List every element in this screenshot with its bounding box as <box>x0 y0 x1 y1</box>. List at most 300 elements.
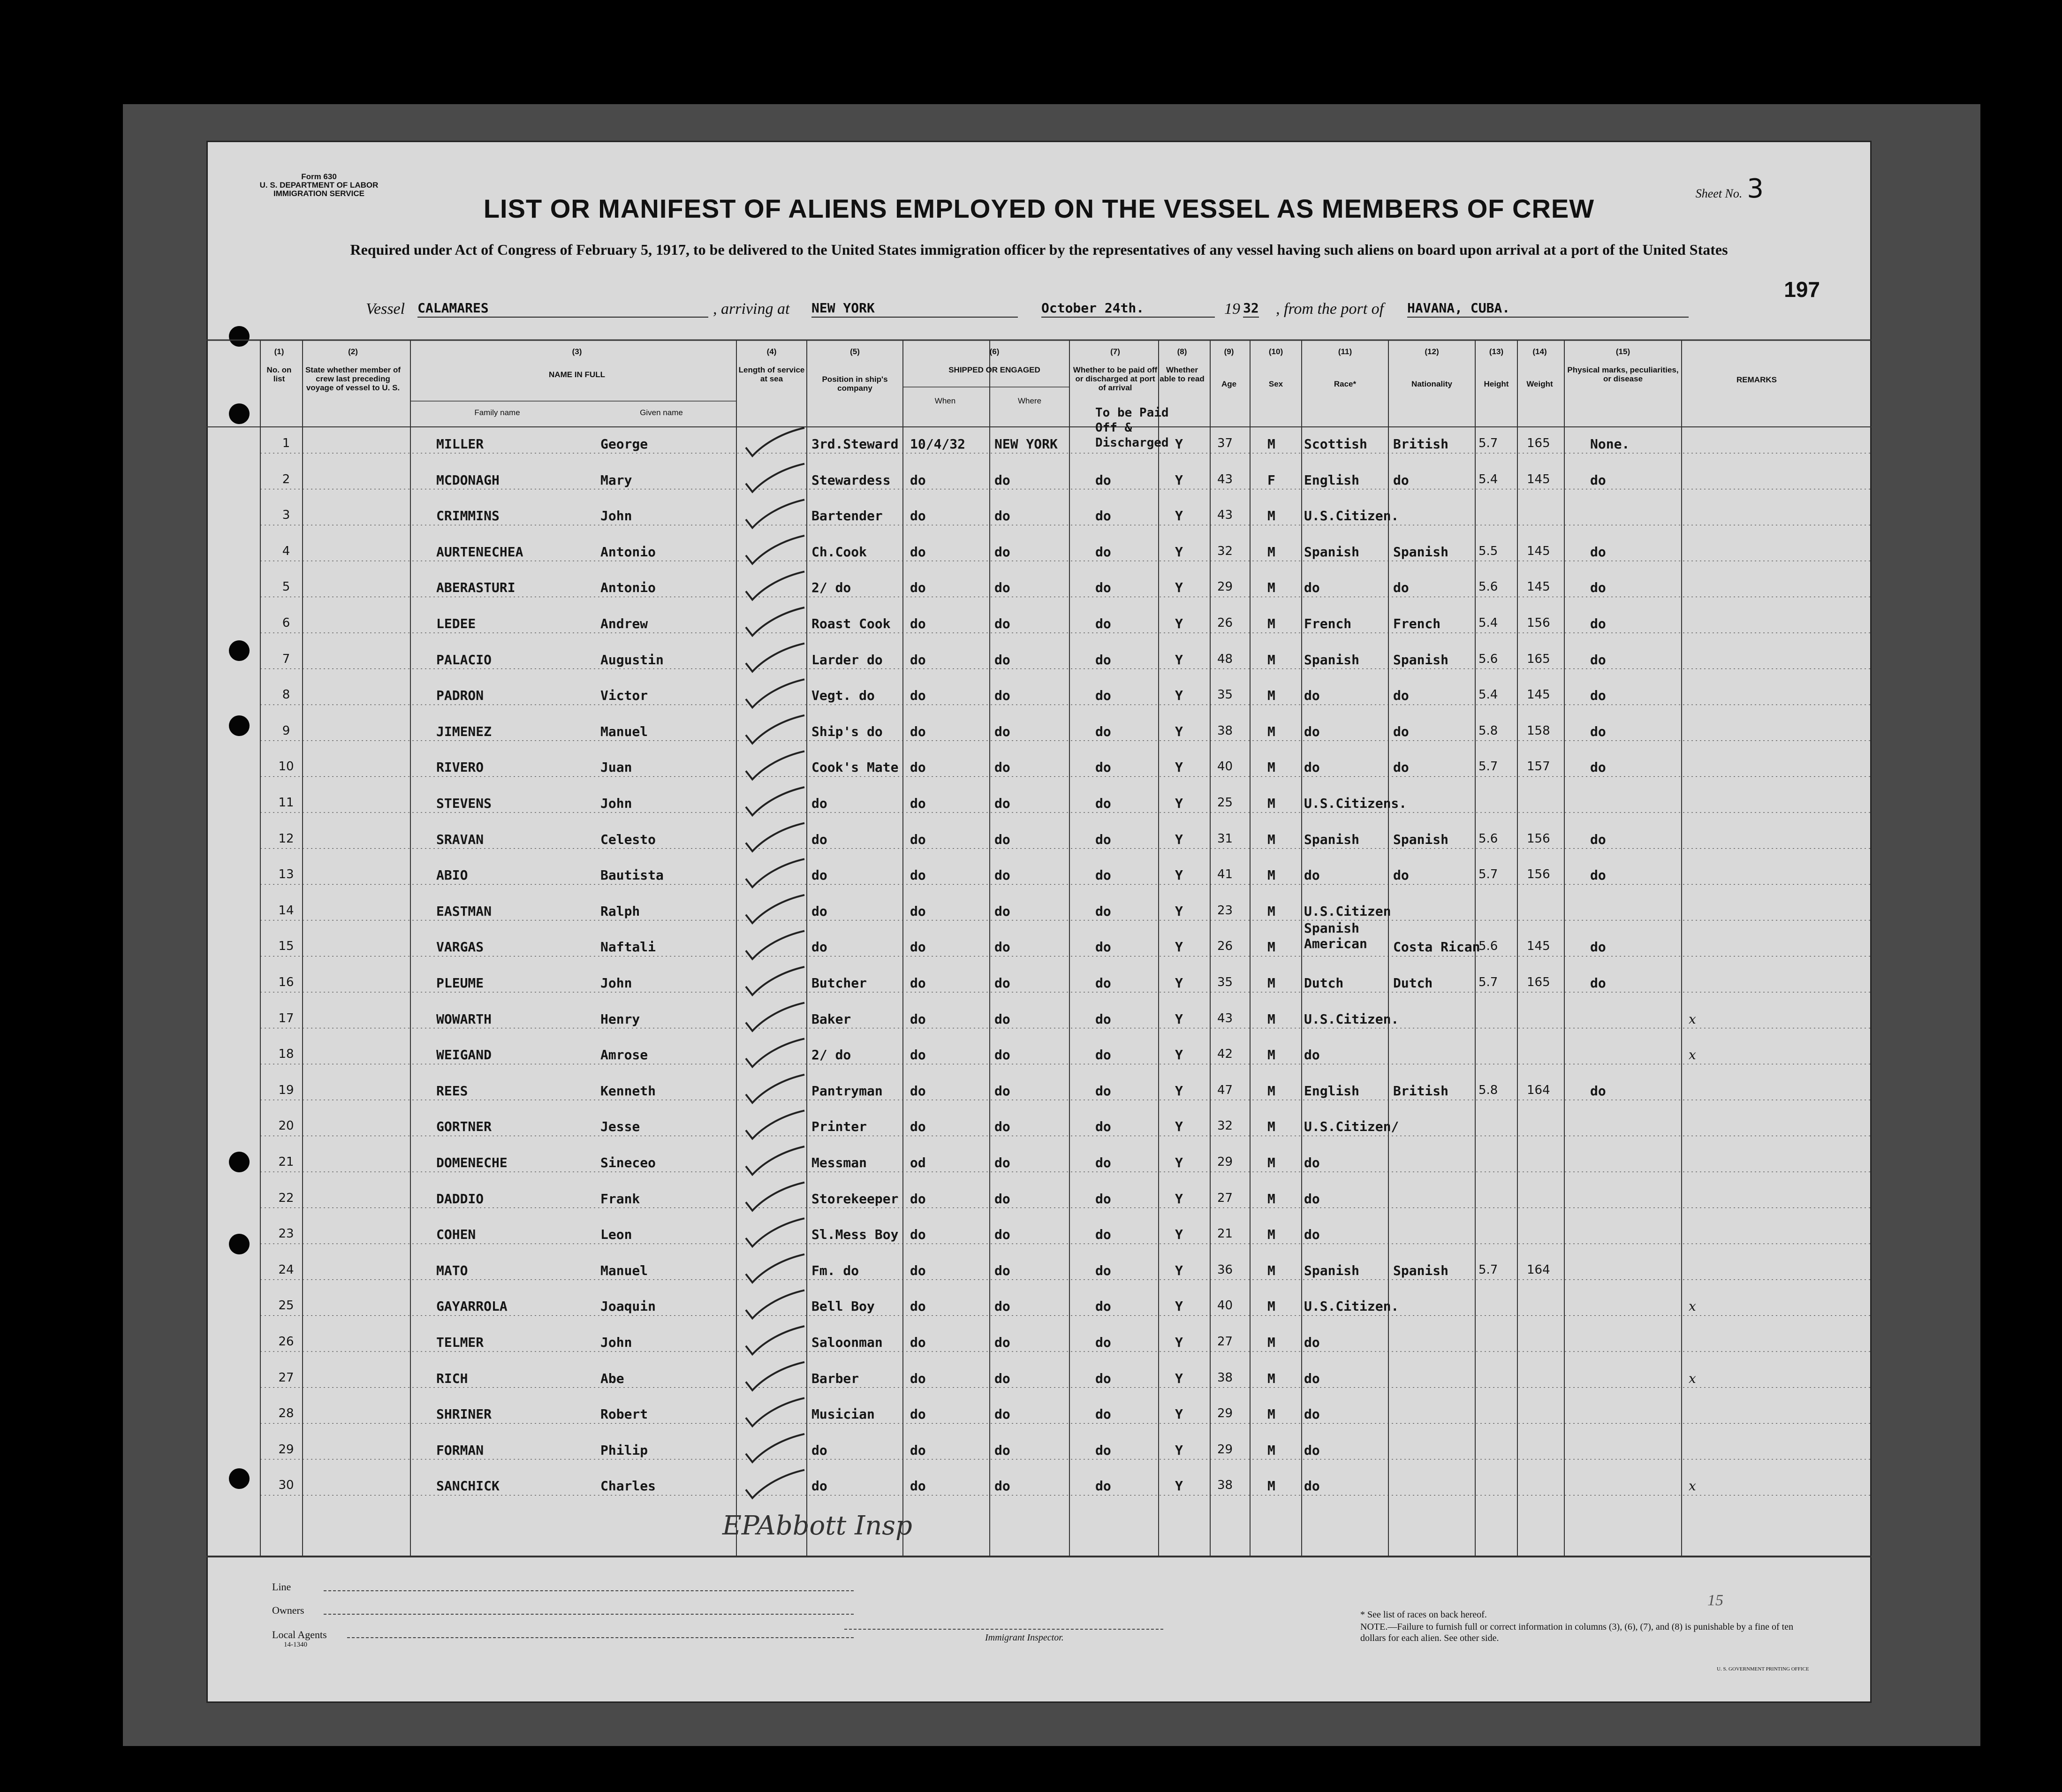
cell-weight: 145 <box>1527 688 1550 702</box>
cell-read: Y <box>1175 688 1183 704</box>
cell-race: do <box>1304 1478 1320 1494</box>
col-number: (5) <box>850 347 860 356</box>
cell-when: od <box>910 1155 926 1170</box>
cell-weight: 145 <box>1527 939 1550 954</box>
cell-given: Bautista <box>600 867 664 883</box>
cell-given: Celesto <box>600 831 656 847</box>
cell-position: Bartender <box>811 508 883 524</box>
cell-read: Y <box>1175 939 1183 955</box>
arrival-date: October 24th. <box>1041 300 1215 318</box>
cell-sex: M <box>1267 1406 1275 1422</box>
col-header-weight: Weight <box>1526 380 1553 388</box>
cell-no: 27 <box>278 1370 294 1385</box>
cell-family: STEVENS <box>436 796 492 811</box>
cell-nationality: do <box>1393 759 1409 775</box>
col-header-state: State whether member of crew last preceding voyage of vessel to U. S. <box>305 365 401 392</box>
cell-given: Mary <box>600 472 632 488</box>
cell-when: do <box>910 939 926 955</box>
cell-when: do <box>910 1191 926 1207</box>
cell-family: JIMENEZ <box>436 723 492 739</box>
cell-where: do <box>994 1083 1010 1099</box>
cell-family: PADRON <box>436 688 484 704</box>
cell-when: do <box>910 544 926 560</box>
cell-paid: do <box>1095 723 1111 739</box>
cell-position: 3rd.Steward <box>811 436 899 452</box>
cell-remarks: x <box>1689 1047 1696 1063</box>
cell-when: do <box>910 903 926 919</box>
cell-sex: M <box>1267 759 1275 775</box>
cell-age: 35 <box>1217 688 1233 702</box>
col-header-sex: Sex <box>1268 380 1283 388</box>
cell-no: 6 <box>282 616 290 630</box>
cell-given: Andrew <box>600 616 648 631</box>
check-mark <box>746 428 804 456</box>
cell-age: 35 <box>1217 975 1233 989</box>
cell-height: 5.7 <box>1478 436 1498 450</box>
cell-when: do <box>910 508 926 524</box>
col-header-race: Race* <box>1334 380 1357 388</box>
cell-when: do <box>910 831 926 847</box>
vessel-label: Vessel <box>366 300 405 318</box>
cell-where: do <box>994 759 1010 775</box>
cell-paid: do <box>1095 1047 1111 1063</box>
cell-sex: M <box>1267 723 1275 739</box>
cell-given: Manuel <box>600 723 648 739</box>
cell-race: U.S.Citizen. <box>1304 1298 1399 1314</box>
cell-height: 5.8 <box>1478 1083 1498 1097</box>
cell-given: Joaquin <box>600 1298 656 1314</box>
cell-no: 9 <box>282 723 290 738</box>
cell-family: PLEUME <box>436 975 484 991</box>
cell-where: do <box>994 867 1010 883</box>
page-number: 197 <box>1784 277 1820 302</box>
cell-given: Robert <box>600 1406 648 1422</box>
cell-where: do <box>994 1406 1010 1422</box>
col-number: (14) <box>1532 347 1547 356</box>
cell-nationality: do <box>1393 580 1409 596</box>
cell-family: WOWARTH <box>436 1011 492 1027</box>
cell-no: 15 <box>278 939 294 954</box>
cell-no: 20 <box>278 1119 294 1133</box>
check-mark <box>746 931 804 959</box>
cell-no: 23 <box>278 1227 294 1241</box>
cell-where: do <box>994 1442 1010 1458</box>
check-mark <box>746 536 804 564</box>
cell-race: U.S.Citizen. <box>1304 1011 1399 1027</box>
cell-where: do <box>994 1011 1010 1027</box>
cell-age: 38 <box>1217 1370 1233 1385</box>
cell-where: NEW YORK <box>994 436 1058 452</box>
page-subtitle: Required under Act of Congress of February 5, 1917, to be delivered to the United States immigration officer by the representatives of any vessel having such aliens on board upon arrival at a port of the United States <box>350 241 1728 258</box>
cell-paid: do <box>1095 1155 1111 1170</box>
cell-race: English <box>1304 472 1360 488</box>
cell-age: 29 <box>1217 1406 1233 1421</box>
manifest-page <box>206 141 1872 1703</box>
cell-sex: M <box>1267 1335 1275 1350</box>
check-mark <box>746 1218 804 1246</box>
col-header-marks: Physical marks, peculiarities, or disease <box>1567 365 1679 383</box>
cell-family: MCDONAGH <box>436 472 500 488</box>
cell-weight: 156 <box>1527 616 1550 630</box>
cell-race: do <box>1304 867 1320 883</box>
cell-paid: do <box>1095 688 1111 704</box>
line-label: Line <box>272 1581 291 1593</box>
cell-position: Roast Cook <box>811 616 891 631</box>
check-mark <box>746 859 804 887</box>
cell-family: ABERASTURI <box>436 580 516 596</box>
cell-given: Juan <box>600 759 632 775</box>
cell-paid: do <box>1095 1370 1111 1386</box>
cell-family: SHRINER <box>436 1406 492 1422</box>
cell-marks: do <box>1590 580 1606 596</box>
cell-position: do <box>811 831 827 847</box>
arrival-year: 32 <box>1243 300 1259 318</box>
cell-race: U.S.Citizen <box>1304 903 1391 919</box>
cell-no: 5 <box>282 580 290 594</box>
cell-read: Y <box>1175 903 1183 919</box>
cell-read: Y <box>1175 1083 1183 1099</box>
cell-nationality: do <box>1393 688 1409 704</box>
cell-sex: M <box>1267 1047 1275 1063</box>
cell-marks: do <box>1590 831 1606 847</box>
cell-no: 4 <box>282 544 290 558</box>
cell-read: Y <box>1175 1442 1183 1458</box>
cell-no: 10 <box>278 759 294 774</box>
cell-marks: do <box>1590 472 1606 488</box>
cell-no: 12 <box>278 831 294 846</box>
cell-sex: M <box>1267 831 1275 847</box>
cell-race: do <box>1304 580 1320 596</box>
cell-paid: do <box>1095 831 1111 847</box>
cell-marks: do <box>1590 939 1606 955</box>
cell-age: 26 <box>1217 616 1233 630</box>
cell-given: Augustin <box>600 652 664 668</box>
cell-paid: do <box>1095 939 1111 955</box>
check-mark <box>746 1398 804 1426</box>
cell-height: 5.6 <box>1478 580 1498 594</box>
cell-sex: M <box>1267 1191 1275 1207</box>
cell-race: Spanish <box>1304 1262 1360 1278</box>
cell-read: Y <box>1175 1119 1183 1135</box>
cell-weight: 156 <box>1527 867 1550 882</box>
service-name: IMMIGRATION SERVICE <box>273 189 364 198</box>
cell-when: do <box>910 723 926 739</box>
col-header-age: Age <box>1221 380 1237 388</box>
cell-paid: To be Paid Off & Discharged <box>1095 406 1169 450</box>
check-mark <box>746 967 804 995</box>
cell-family: GAYARROLA <box>436 1298 508 1314</box>
col-number: (12) <box>1425 347 1439 356</box>
cell-paid: do <box>1095 1406 1111 1422</box>
cell-paid: do <box>1095 616 1111 631</box>
check-mark <box>746 715 804 744</box>
cell-height: 5.8 <box>1478 723 1498 738</box>
cell-no: 26 <box>278 1335 294 1349</box>
col-number: (8) <box>1177 347 1187 356</box>
cell-age: 48 <box>1217 652 1233 666</box>
cell-no: 22 <box>278 1191 294 1205</box>
cell-position: Pantryman <box>811 1083 883 1099</box>
cell-family: CRIMMINS <box>436 508 500 524</box>
col-number: (6) <box>989 347 1000 356</box>
cell-height: 5.7 <box>1478 867 1498 882</box>
cell-paid: do <box>1095 580 1111 596</box>
cell-no: 2 <box>282 472 290 486</box>
cell-weight: 165 <box>1527 436 1550 450</box>
cell-sex: M <box>1267 939 1275 955</box>
form-number: Form 630 <box>301 172 337 181</box>
cell-when: do <box>910 1262 926 1278</box>
check-mark <box>746 1254 804 1283</box>
cell-paid: do <box>1095 1442 1111 1458</box>
cell-height: 5.4 <box>1478 472 1498 486</box>
cell-family: FORMAN <box>436 1442 484 1458</box>
col-number: (13) <box>1489 347 1504 356</box>
cell-position: Ship's do <box>811 723 883 739</box>
cell-age: 25 <box>1217 796 1233 810</box>
cell-when: do <box>910 1370 926 1386</box>
cell-age: 43 <box>1217 508 1233 523</box>
check-mark <box>746 787 804 815</box>
cell-position: Sl.Mess Boy <box>811 1227 899 1243</box>
cell-where: do <box>994 1227 1010 1243</box>
cell-position: Messman <box>811 1155 867 1170</box>
cell-age: 23 <box>1217 903 1233 918</box>
cell-sex: M <box>1267 1370 1275 1386</box>
col-header-shipped: SHIPPED OR ENGAGED <box>948 365 1040 374</box>
cell-where: do <box>994 1262 1010 1278</box>
cell-family: ABIO <box>436 867 468 883</box>
cell-paid: do <box>1095 472 1111 488</box>
cell-no: 3 <box>282 508 290 523</box>
col-header-when: When <box>934 396 956 405</box>
from-label: , from the port of <box>1276 300 1384 318</box>
cell-position: Vegt. do <box>811 688 875 704</box>
col-header-name: NAME IN FULL <box>549 370 605 379</box>
penalty-note: NOTE.—Failure to furnish full or correct information in columns (3), (6), (7), and (8) is punishable by a fine of ten dollars for each alien. See other side. <box>1360 1622 1794 1643</box>
printer-mark: U. S. GOVERNMENT PRINTING OFFICE <box>1717 1666 1809 1672</box>
cell-when: do <box>910 1119 926 1135</box>
cell-no: 24 <box>278 1262 294 1277</box>
vessel-name: CALAMARES <box>417 300 708 318</box>
cell-read: Y <box>1175 1298 1183 1314</box>
cell-read: Y <box>1175 508 1183 524</box>
cell-height: 5.6 <box>1478 939 1498 954</box>
cell-paid: do <box>1095 508 1111 524</box>
cell-nationality: French <box>1393 616 1441 631</box>
cell-position: Storekeeper <box>811 1191 899 1207</box>
cell-age: 41 <box>1217 867 1233 882</box>
check-mark <box>746 1434 804 1462</box>
cell-age: 43 <box>1217 1011 1233 1025</box>
cell-age: 26 <box>1217 939 1233 954</box>
cell-paid: do <box>1095 652 1111 668</box>
cell-weight: 157 <box>1527 759 1550 774</box>
cell-position: Saloonman <box>811 1335 883 1350</box>
cell-where: do <box>994 903 1010 919</box>
cell-where: do <box>994 1191 1010 1207</box>
cell-given: Sineceo <box>600 1155 656 1170</box>
check-mark <box>746 823 804 851</box>
cell-paid: do <box>1095 867 1111 883</box>
col-header-position: Position in ship's company <box>822 375 888 393</box>
cell-marks: None. <box>1590 436 1630 452</box>
cell-nationality: Dutch <box>1393 975 1433 991</box>
cell-given: Naftali <box>600 939 656 955</box>
cell-when: do <box>910 1335 926 1350</box>
cell-when: do <box>910 1227 926 1243</box>
cell-position: Barber <box>811 1370 859 1386</box>
cell-family: RICH <box>436 1370 468 1386</box>
cell-marks: do <box>1590 759 1606 775</box>
cell-read: Y <box>1175 1406 1183 1422</box>
cell-read: Y <box>1175 1478 1183 1494</box>
cell-no: 8 <box>282 688 290 702</box>
cell-where: do <box>994 1119 1010 1135</box>
cell-given: Antonio <box>600 544 656 560</box>
cell-where: do <box>994 1155 1010 1170</box>
cell-where: do <box>994 1298 1010 1314</box>
cell-read: Y <box>1175 1370 1183 1386</box>
cell-height: 5.4 <box>1478 616 1498 630</box>
cell-age: 42 <box>1217 1047 1233 1062</box>
cell-weight: 145 <box>1527 544 1550 558</box>
cell-read: Y <box>1175 580 1183 596</box>
col-number: (2) <box>348 347 358 356</box>
cell-race: U.S.Citizen/ <box>1304 1119 1399 1135</box>
cell-race: Spanish <box>1304 831 1360 847</box>
cell-paid: do <box>1095 1227 1111 1243</box>
sheet-label: Sheet No. <box>1695 187 1743 200</box>
inspector-signature: EPAbbott Insp <box>722 1511 912 1541</box>
form-code: 14-1340 <box>284 1641 307 1648</box>
cell-family: MATO <box>436 1262 468 1278</box>
cell-age: 38 <box>1217 723 1233 738</box>
check-mark <box>746 644 804 672</box>
cell-when: do <box>910 1083 926 1099</box>
cell-height: 5.4 <box>1478 688 1498 702</box>
cell-paid: do <box>1095 759 1111 775</box>
cell-sex: M <box>1267 1227 1275 1243</box>
cell-race: English <box>1304 1083 1360 1099</box>
cell-no: 13 <box>278 867 294 882</box>
cell-sex: M <box>1267 616 1275 631</box>
cell-family: PALACIO <box>436 652 492 668</box>
check-mark <box>746 751 804 779</box>
cell-marks: do <box>1590 1083 1606 1099</box>
check-mark <box>746 1470 804 1498</box>
check-mark <box>746 1290 804 1318</box>
cell-height: 5.6 <box>1478 652 1498 666</box>
cell-nationality: British <box>1393 1083 1449 1099</box>
col-header-no: No. on list <box>266 365 292 383</box>
cell-paid: do <box>1095 1191 1111 1207</box>
cell-read: Y <box>1175 1047 1183 1063</box>
check-mark <box>746 464 804 492</box>
cell-sex: M <box>1267 1119 1275 1135</box>
cell-when: do <box>910 867 926 883</box>
cell-race: Spanish <box>1304 652 1360 668</box>
cell-age: 40 <box>1217 1298 1233 1313</box>
cell-paid: do <box>1095 1083 1111 1099</box>
cell-no: 19 <box>278 1083 294 1097</box>
cell-given: Kenneth <box>600 1083 656 1099</box>
cell-sex: M <box>1267 1083 1275 1099</box>
cell-position: do <box>811 1442 827 1458</box>
cell-race: do <box>1304 723 1320 739</box>
cell-given: John <box>600 508 632 524</box>
cell-sex: M <box>1267 903 1275 919</box>
cell-paid: do <box>1095 1262 1111 1278</box>
col-number: (3) <box>572 347 582 356</box>
cell-age: 47 <box>1217 1083 1233 1097</box>
cell-age: 31 <box>1217 831 1233 846</box>
cell-read: Y <box>1175 1262 1183 1278</box>
cell-marks: do <box>1590 544 1606 560</box>
col-header-height: Height <box>1484 380 1509 388</box>
cell-age: 32 <box>1217 544 1233 558</box>
cell-position: do <box>811 796 827 811</box>
cell-where: do <box>994 508 1010 524</box>
cell-weight: 145 <box>1527 472 1550 486</box>
cell-sex: M <box>1267 1011 1275 1027</box>
cell-given: George <box>600 436 648 452</box>
cell-position: Butcher <box>811 975 867 991</box>
cell-nationality: British <box>1393 436 1449 452</box>
cell-when: do <box>910 1442 926 1458</box>
pencil-mark: 15 <box>1707 1592 1723 1609</box>
cell-where: do <box>994 975 1010 991</box>
cell-position: do <box>811 939 827 955</box>
cell-weight: 164 <box>1527 1262 1550 1277</box>
col-number: (11) <box>1338 347 1352 356</box>
cell-height: 5.7 <box>1478 1262 1498 1277</box>
check-mark <box>746 571 804 600</box>
cell-age: 32 <box>1217 1119 1233 1133</box>
cell-weight: 156 <box>1527 831 1550 846</box>
cell-nationality: Spanish <box>1393 1262 1449 1278</box>
cell-when: do <box>910 616 926 631</box>
cell-when: do <box>910 759 926 775</box>
cell-nationality: Costa Rican <box>1393 939 1480 955</box>
cell-age: 29 <box>1217 1155 1233 1169</box>
line-field <box>324 1590 854 1591</box>
year-prefix: 19 <box>1224 300 1240 318</box>
check-mark <box>746 895 804 923</box>
col-header-family: Family name <box>474 408 520 417</box>
cell-sex: F <box>1267 472 1275 488</box>
cell-position: do <box>811 903 827 919</box>
cell-race: do <box>1304 1155 1320 1170</box>
cell-sex: M <box>1267 544 1275 560</box>
cell-no: 17 <box>278 1011 294 1025</box>
check-mark <box>746 1362 804 1390</box>
cell-family: COHEN <box>436 1227 476 1243</box>
cell-given: Antonio <box>600 580 656 596</box>
check-mark <box>746 1183 804 1211</box>
cell-given: Frank <box>600 1191 640 1207</box>
cell-weight: 165 <box>1527 652 1550 666</box>
col-number: (4) <box>766 347 777 356</box>
cell-given: Jesse <box>600 1119 640 1135</box>
cell-marks: do <box>1590 723 1606 739</box>
cell-age: 37 <box>1217 436 1233 450</box>
cell-race: do <box>1304 1191 1320 1207</box>
check-mark <box>746 1075 804 1103</box>
cell-sex: M <box>1267 1298 1275 1314</box>
cell-marks: do <box>1590 867 1606 883</box>
cell-when: 10/4/32 <box>910 436 966 452</box>
